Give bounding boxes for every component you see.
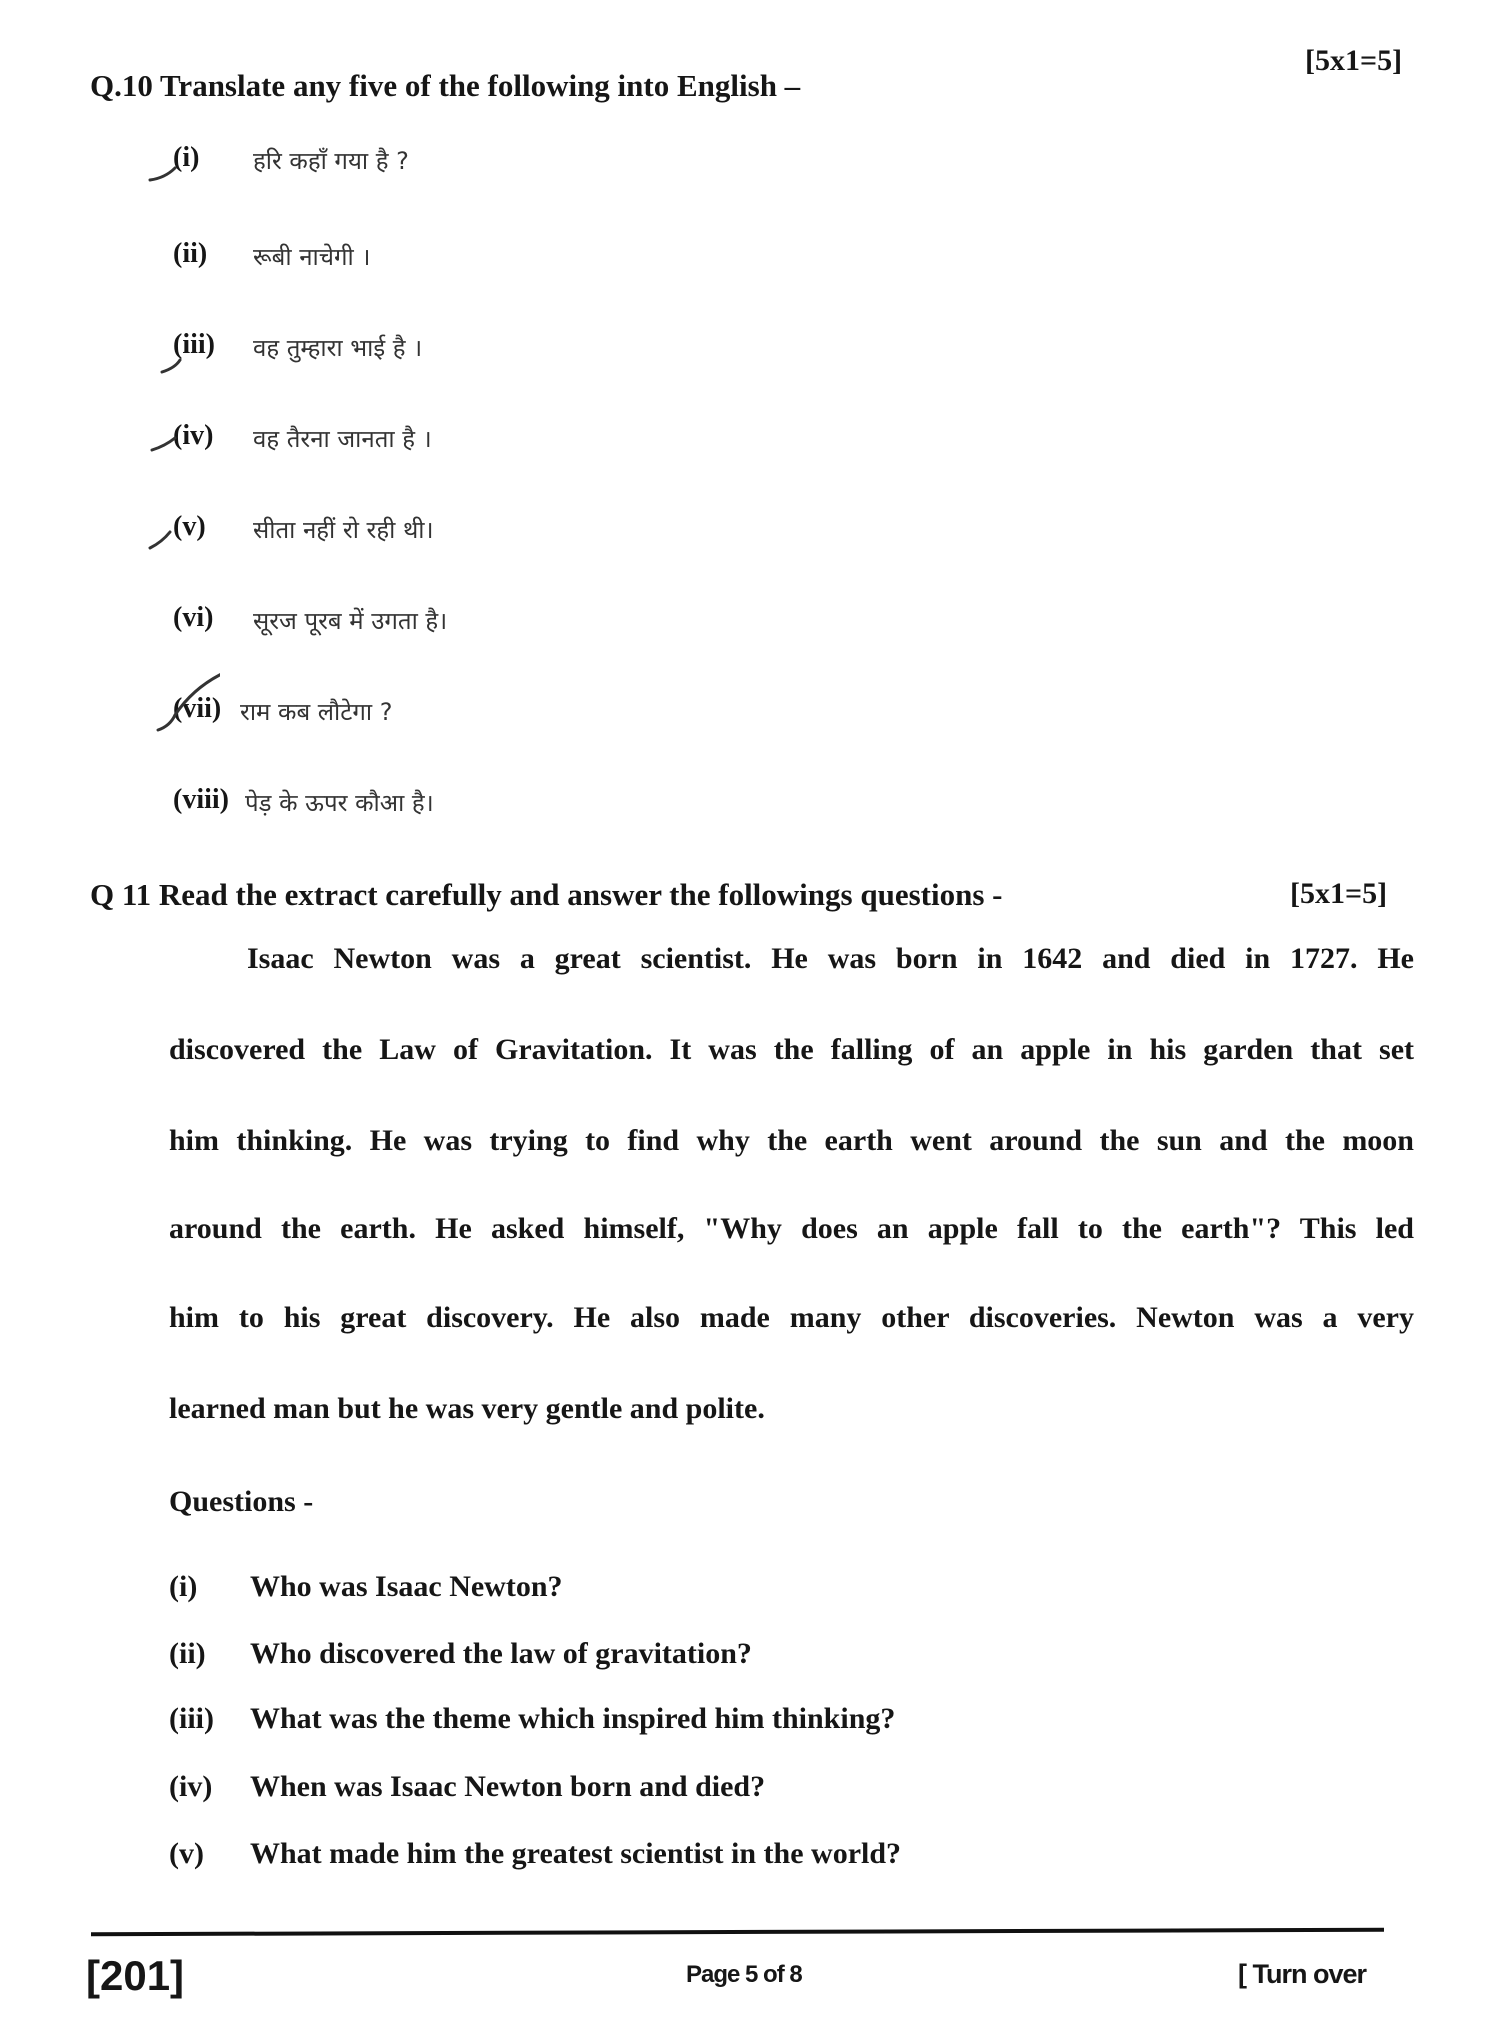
question-text: What made him the greatest scientist in the world? [250, 1837, 902, 1870]
q11-marks: [5x1=5] [1290, 877, 1388, 910]
hindi-sentence: वह तैरना जानता है । [253, 425, 432, 453]
question-text: Who discovered the law of gravitation? [250, 1637, 752, 1670]
question-label: (v) [169, 1837, 204, 1870]
page-number: Page 5 of 8 [686, 1961, 802, 1988]
handwritten-tick-marks [140, 140, 220, 840]
passage-line: him to his great discovery. He also made many other discoveries. Newton was a very [169, 1301, 1414, 1334]
hindi-sentence: राम कब लौटेगा ? [240, 698, 393, 726]
item-label: (iii) [173, 329, 215, 360]
q10-marks: [5x1=5] [1305, 44, 1403, 77]
item-label: (vi) [173, 602, 214, 633]
turn-over-label: [ Turn over [1238, 1959, 1367, 1989]
passage-line: learned man but he was very gentle and polite. [169, 1392, 765, 1425]
q11-title: Q 11 Read the extract carefully and answer the followings questions - [90, 877, 1003, 912]
passage-line: him thinking. He was trying to find why the earth went around the sun and the moon [169, 1124, 1414, 1157]
question-text: What was the theme which inspired him thinking? [250, 1702, 896, 1735]
passage-line: discovered the Law of Gravitation. It was the falling of an apple in his garden that set [169, 1033, 1414, 1066]
hindi-sentence: वह तुम्हारा भाई है । [253, 334, 423, 362]
questions-heading: Questions - [169, 1485, 314, 1518]
footer-divider [91, 1928, 1384, 1937]
item-label: (iv) [173, 420, 214, 451]
hindi-sentence: रूबी नाचेगी । [253, 243, 371, 271]
item-label: (i) [173, 142, 200, 173]
hindi-sentence: हरि कहाँ गया है ? [253, 147, 409, 175]
item-label: (v) [173, 511, 206, 542]
hindi-sentence: सीता नहीं रो रही थी। [253, 516, 434, 544]
passage-line: Isaac Newton was a great scientist. He was born in 1642 and died in 1727. He [247, 942, 1414, 975]
passage-line: around the earth. He asked himself, "Why does an apple fall to the earth"? This led [169, 1212, 1414, 1245]
question-label: (ii) [169, 1637, 206, 1670]
paper-code: [201] [86, 1952, 185, 1999]
item-label: (viii) [173, 784, 229, 815]
item-label: (vii) [173, 693, 222, 724]
q10-title: Q.10 Translate any five of the following into English – [90, 68, 801, 103]
question-label: (i) [169, 1570, 198, 1603]
hindi-sentence: पेड़ के ऊपर कौआ है। [245, 789, 434, 817]
item-label: (ii) [173, 238, 208, 269]
hindi-sentence: सूरज पूरब में उगता है। [253, 607, 448, 635]
question-label: (iii) [169, 1702, 214, 1735]
question-text: When was Isaac Newton born and died? [250, 1770, 766, 1803]
question-text: Who was Isaac Newton? [250, 1570, 563, 1603]
question-label: (iv) [169, 1770, 213, 1803]
